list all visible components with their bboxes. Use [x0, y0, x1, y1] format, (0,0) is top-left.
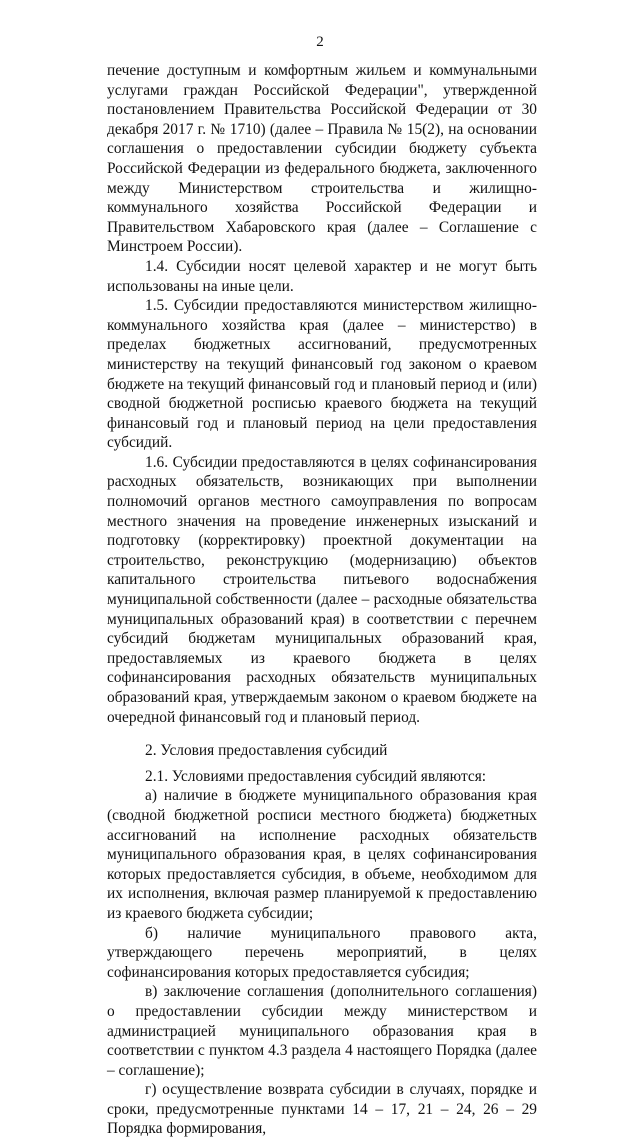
condition-d: г) осуществление возврата субсидии в случаях, порядке и сроки, предусмотренные пунктами 14 – 17, 21 – 24, 26 – 29 Порядка формирования, — [107, 1081, 537, 1138]
paragraph-1-6: 1.6. Субсидии предоставляются в целях софинансирования расходных обязательств, возникающих при выполнении полномочий органов местного самоуправления по вопросам местного значения на проведение инженерных изысканий и подготовку (корректировку) проектной документации на строительство, реконструкцию (модернизацию) объектов капитального строительства питьевого водоснабжения муниципальной собственности (далее – расходные обязательства муниципальных образований края) в соответствии с перечнем субсидий бюджетам муниципальных образований края, предоставляемых из краевого бюджета в целях софинансирования расходных обязательств муниципальных образований края, утверждаемым законом о краевом бюджете на очередной финансовый год и плановый период. — [107, 453, 537, 726]
page-number: 2 — [316, 34, 324, 50]
paragraph-1-5: 1.5. Субсидии предоставляются министерством жилищно-коммунального хозяйства края (далее – министерство) в пределах бюджетных ассигнований, предусмотренных министерству на текущий финансовый год законом о краевом бюджете на текущий финансовый год и плановый период и (или) сводной бюджетной росписью краевого бюджета на текущий финансовый год и плановый период на цели предоставления субсидий. — [107, 297, 537, 452]
condition-b: б) наличие муниципального правового акта, утверждающего перечень мероприятий, в целях софинансирования которых предоставляется субсидия; — [107, 924, 537, 981]
section-heading: 2. Условия предоставления субсидий — [145, 742, 388, 760]
condition-a: а) наличие в бюджете муниципального образования края (сводной бюджетной росписи местного бюджета) бюджетных ассигнований на исполнение расходных обязательств муниципального образования края, в целях софинансирования которых предоставляется субсидия, в объеме, необходимом для их исполнения, включая размер планируемой к предоставлению из краевого бюджета субсидии; — [107, 787, 537, 922]
condition-c: в) заключение соглашения (дополнительного соглашения) о предоставлении субсидии между министерством и администрацией муниципального образования края в соответствии с пунктом 4.3 раздела 4 настоящего Порядка (далее – соглашение); — [107, 983, 537, 1079]
paragraph-continuation: печение доступным и комфортным жильем и коммунальными услугами граждан Российской Федерации", утвержденной постановлением Правительства Российской Федерации от 30 декабря 2017 г. № 1710) (далее – Правила № 15(2), на основании соглашения о предоставлении субсидии бюджету субъекта Российской Федерации из федерального бюджета, заключенного между Министерством строительства и жилищно-коммунального хозяйства Российской Федерации и Правительством Хабаровского края (далее – Соглашение с Минстроем России). — [107, 62, 537, 256]
document-body — [107, 61, 537, 1139]
paragraph-1-4: 1.4. Субсидии носят целевой характер и не могут быть использованы на иные цели. — [107, 257, 537, 295]
paragraph-2-1: 2.1. Условиями предоставления субсидий являются: — [145, 767, 487, 785]
